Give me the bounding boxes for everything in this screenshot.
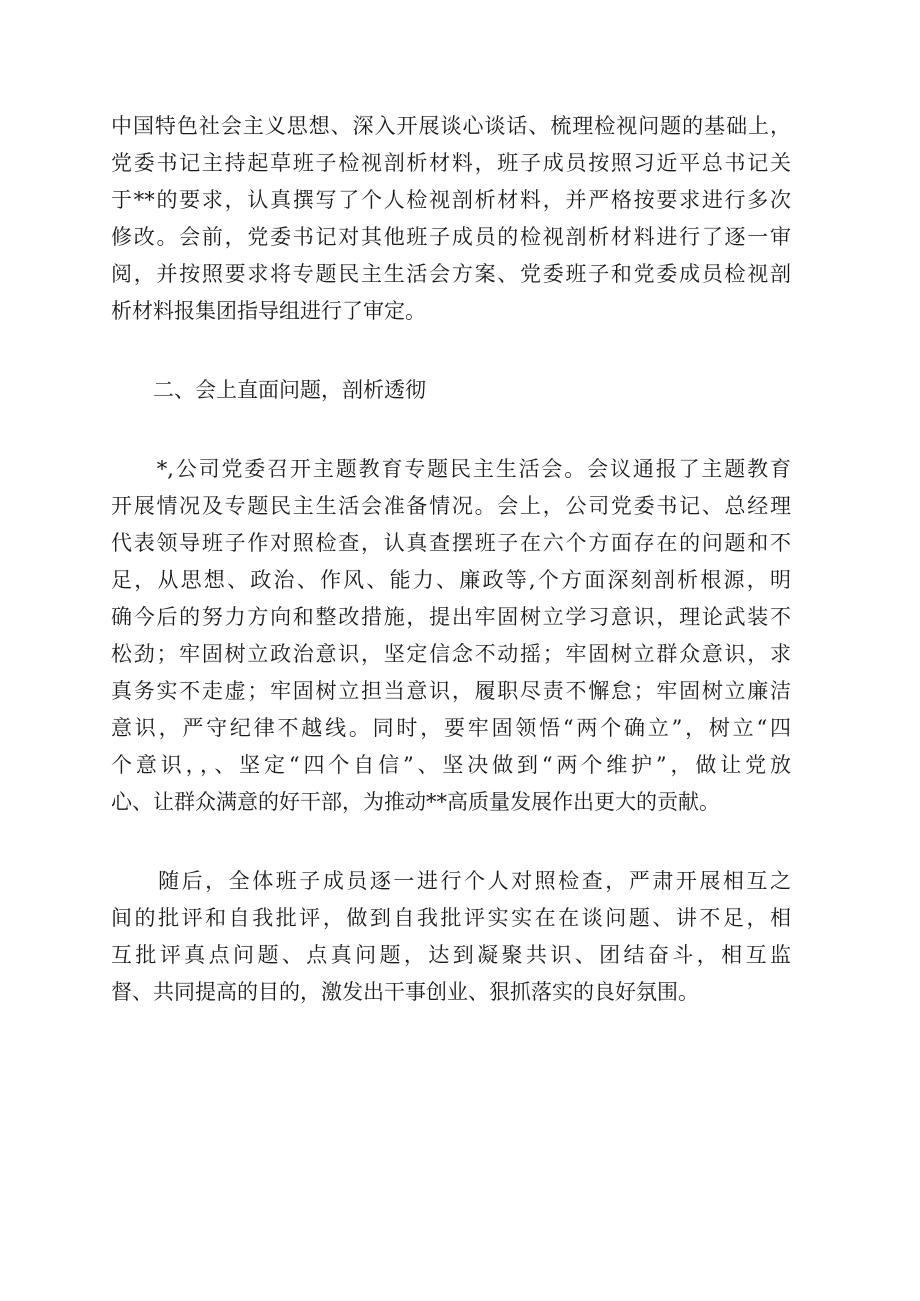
paragraph-criticism: [111, 863, 791, 1011]
paragraph-line: 督、共同提高的目的，激发出干事创业、狠抓落实的良好氛围。: [111, 980, 699, 1004]
section-heading: [111, 372, 791, 409]
paragraph-line: 于**的要求，认真撰写了个人检视剖析材料，并严格按要求进行多次: [111, 188, 791, 212]
paragraph-line: 意识，严守纪律不越线。同时，要牢固领悟“两个确立”，树立“四: [111, 716, 791, 740]
paragraph-line: 修改。会前，党委书记对其他班子成员的检视剖析材料进行了逐一审: [111, 225, 791, 249]
paragraph-line: 个意识，，、坚定“四个自信”、坚决做到“两个维护”，做让党放: [111, 753, 791, 777]
paragraph-preparation: [111, 108, 791, 330]
paragraph-line: 确今后的努力方向和整改措施，提出牢固树立学习意识，理论武装不: [111, 605, 791, 629]
paragraph-line: 阅，并按照要求将专题民主生活会方案、党委班子和党委成员检视剖: [111, 262, 791, 286]
paragraph-line: 松劲；牢固树立政治意识，坚定信念不动摇；牢固树立群众意识，求: [111, 642, 791, 666]
paragraph-line: 开展情况及专题民主生活会准备情况。会上，公司党委书记、总经理: [111, 494, 791, 518]
paragraph-meeting: [111, 451, 791, 821]
document-body: [111, 108, 791, 1011]
paragraph-line: 代表领导班子作对照检查，认真查摆班子在六个方面存在的问题和不: [111, 531, 791, 555]
paragraph-line: *,公司党委召开主题教育专题民主生活会。会议通报了主题教育: [111, 457, 791, 481]
section-heading-text: 二、会上直面问题，剖析透彻: [111, 378, 426, 402]
paragraph-line: 互批评真点问题、点真问题，达到凝聚共识、团结奋斗，相互监: [111, 943, 791, 967]
paragraph-line: 真务实不走虚；牢固树立担当意识，履职尽责不懈怠；牢固树立廉洁: [111, 679, 791, 703]
paragraph-line: 间的批评和自我批评，做到自我批评实实在在谈问题、讲不足，相: [111, 906, 791, 930]
paragraph-line: 足，从思想、政治、作风、能力、廉政等,个方面深刻剖析根源，明: [111, 568, 791, 592]
paragraph-line: 党委书记主持起草班子检视剖析材料，班子成员按照习近平总书记关: [111, 151, 791, 175]
paragraph-line: 中国特色社会主义思想、深入开展谈心谈话、梳理检视问题的基础上，: [111, 114, 791, 138]
paragraph-line: 随后，全体班子成员逐一进行个人对照检查，严肃开展相互之: [111, 869, 791, 893]
paragraph-line: 析材料报集团指导组进行了审定。: [111, 299, 426, 323]
paragraph-line: 心、让群众满意的好干部，为推动**高质量发展作出更大的贡献。: [111, 790, 720, 814]
